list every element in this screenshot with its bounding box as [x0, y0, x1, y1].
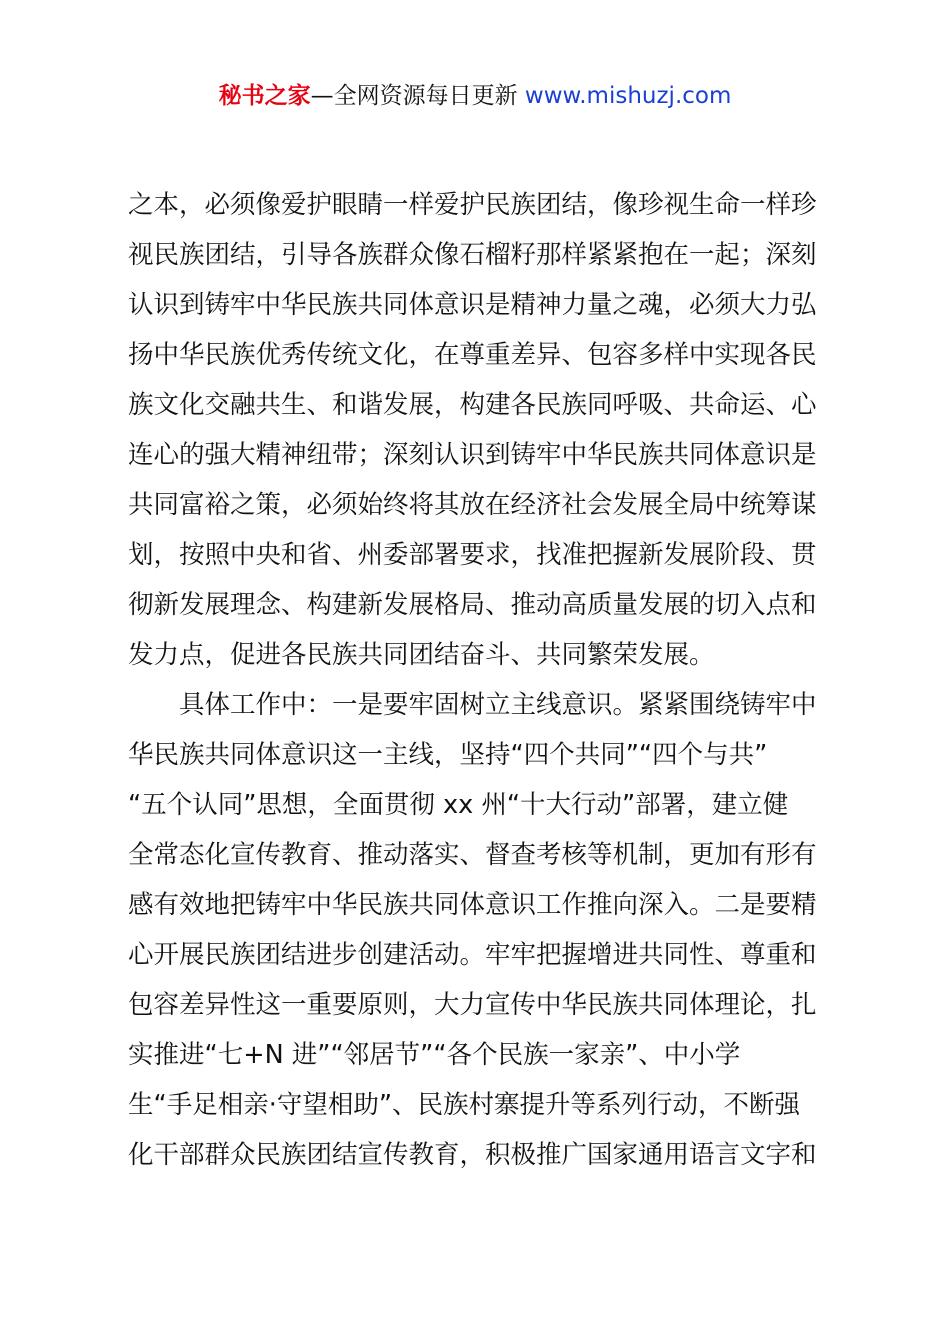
text-line: 认识到铸牢中华民族共同体意识是精神力量之魂，必须大力弘 — [128, 290, 817, 320]
brand-name: 秘书之家 — [218, 83, 311, 109]
text-line: 实推进“七+N 进”“邻居节”“各个民族一家亲”、中小学 — [128, 1040, 741, 1070]
page-header — [0, 80, 950, 112]
paragraph-start-line: 具体工作中：一是要牢固树立主线意识。紧紧围绕铸牢中 — [179, 690, 817, 720]
text-line: 扬中华民族优秀传统文化，在尊重差异、包容多样中实现各民 — [128, 340, 817, 370]
text-line: 共同富裕之策，必须始终将其放在经济社会发展全局中统筹谋 — [128, 490, 817, 520]
site-url-link[interactable]: www.mishuzj.com — [524, 83, 732, 109]
header-tagline: —全网资源每日更新 — [310, 83, 525, 109]
document-body — [128, 180, 838, 1180]
text-line: 发力点，促进各民族共同团结奋斗、共同繁荣发展。 — [128, 640, 715, 670]
text-line: 彻新发展理念、构建新发展格局、推动高质量发展的切入点和 — [128, 590, 817, 620]
text-line: 之本，必须像爱护眼睛一样爱护民族团结，像珍视生命一样珍 — [128, 190, 817, 220]
text-line: 感有效地把铸牢中华民族共同体意识工作推向深入。二是要精 — [128, 890, 817, 920]
text-line: 划，按照中央和省、州委部署要求，找准把握新发展阶段、贯 — [128, 540, 817, 570]
text-line: “五个认同”思想，全面贯彻 xx 州“十大行动”部署，建立健 — [128, 790, 789, 820]
text-line: 华民族共同体意识这一主线，坚持“四个共同”“四个与共” — [128, 740, 768, 770]
text-line: 族文化交融共生、和谐发展，构建各民族同呼吸、共命运、心 — [128, 390, 817, 420]
text-line: 全常态化宣传教育、推动落实、督查考核等机制，更加有形有 — [128, 840, 817, 870]
text-line: 连心的强大精神纽带；深刻认识到铸牢中华民族共同体意识是 — [128, 440, 817, 470]
text-line: 化干部群众民族团结宣传教育，积极推广国家通用语言文字和 — [128, 1140, 817, 1170]
text-line: 生“手足相亲·守望相助”、民族村寨提升等系列行动，不断强 — [128, 1090, 801, 1120]
text-line: 包容差异性这一重要原则，大力宣传中华民族共同体理论，扎 — [128, 990, 817, 1020]
text-line: 心开展民族团结进步创建活动。牢牢把握增进共同性、尊重和 — [128, 940, 817, 970]
text-line: 视民族团结，引导各族群众像石榴籽那样紧紧抱在一起；深刻 — [128, 240, 817, 270]
